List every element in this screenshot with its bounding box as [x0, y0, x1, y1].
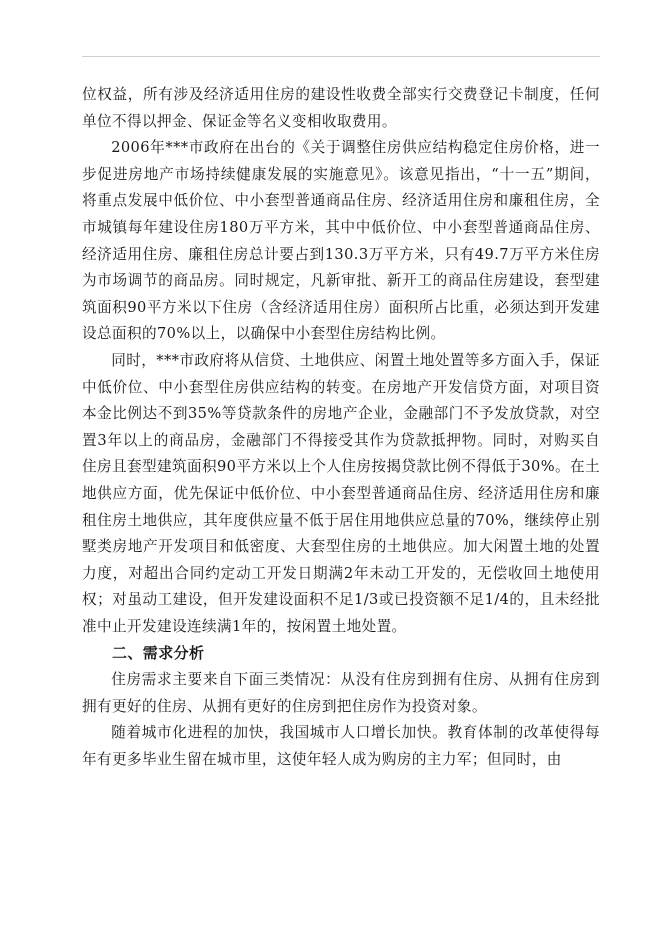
document-body — [82, 82, 600, 773]
paragraph-urbanization: 随着城市化进程的加快，我国城市人口增长加快。教育体制的改革使得每年有更多毕业生留在城市里，这使年轻人成为购房的主力军；但同时，由 — [82, 724, 600, 768]
paragraph-credit-land: 同时，***市政府将从信贷、土地供应、闲置土地处置等多方面入手，保证中低价位、中小套型住房供应结构的转变。在房地产开发信贷方面，对项目资本金比例达不到35%等贷款条件的房地产企业，金融部门不予发放贷款，对空置3年以上的商品房，金融部门不得接受其作为贷款抵押物。同时，对购买自住房且套型建筑面积90平方米以上个人住房按揭贷款比例不得低于30%。在土地供应方面，优先保证中低价位、中小套型普通商品住房、经济适用住房和廉租住房土地供应，其年度供应量不低于居住用地供应总量的70%，继续停止别墅类房地产开发项目和低密度、大套型住房的土地供应。加大闲置土地的处置力度，对超出合同约定动工开发日期满2年未动工开发的，无偿收回土地使用权；对虽动工建设，但开发建设面积不足1/3或已投资额不足1/4的，且未经批准中止开发建设连续满1年的，按闲置土地处置。 — [82, 351, 600, 635]
paragraph-continued: 位权益，所有涉及经济适用住房的建设性收费全部实行交费登记卡制度，任何单位不得以押金、保证金等名义变相收取费用。 — [82, 86, 600, 130]
paragraph-demand-types: 住房需求主要来自下面三类情况：从没有住房到拥有住房、从拥有住房到拥有更好的住房、从拥有更好的住房到把住房作为投资对象。 — [82, 671, 600, 715]
header-rule — [82, 56, 600, 57]
section-heading-demand: 二、需求分析 — [112, 644, 205, 663]
paragraph-policy-2006: 2006年***市政府在出台的《关于调整住房供应结构稳定住房价格，进一步促进房地产市场持续健康发展的实施意见》。该意见指出，“十一五”期间，将重点发展中低价位、中小套型普通商品住房、经济适用住房和廉租住房，全市城镇每年建设住房180万平方米，其中中低价位、中小套型普通商品住房、经济适用住房、廉租住房总计要占到130.3万平方米，只有49.7万平方米住房为市场调节的商品房。同时规定，凡新审批、新开工的商品住房建设，套型建筑面积90平方米以下住房（含经济适用住房）面积所占比重，必须达到开发建设总面积的70%以上，以确保中小套型住房结构比例。 — [82, 139, 600, 343]
